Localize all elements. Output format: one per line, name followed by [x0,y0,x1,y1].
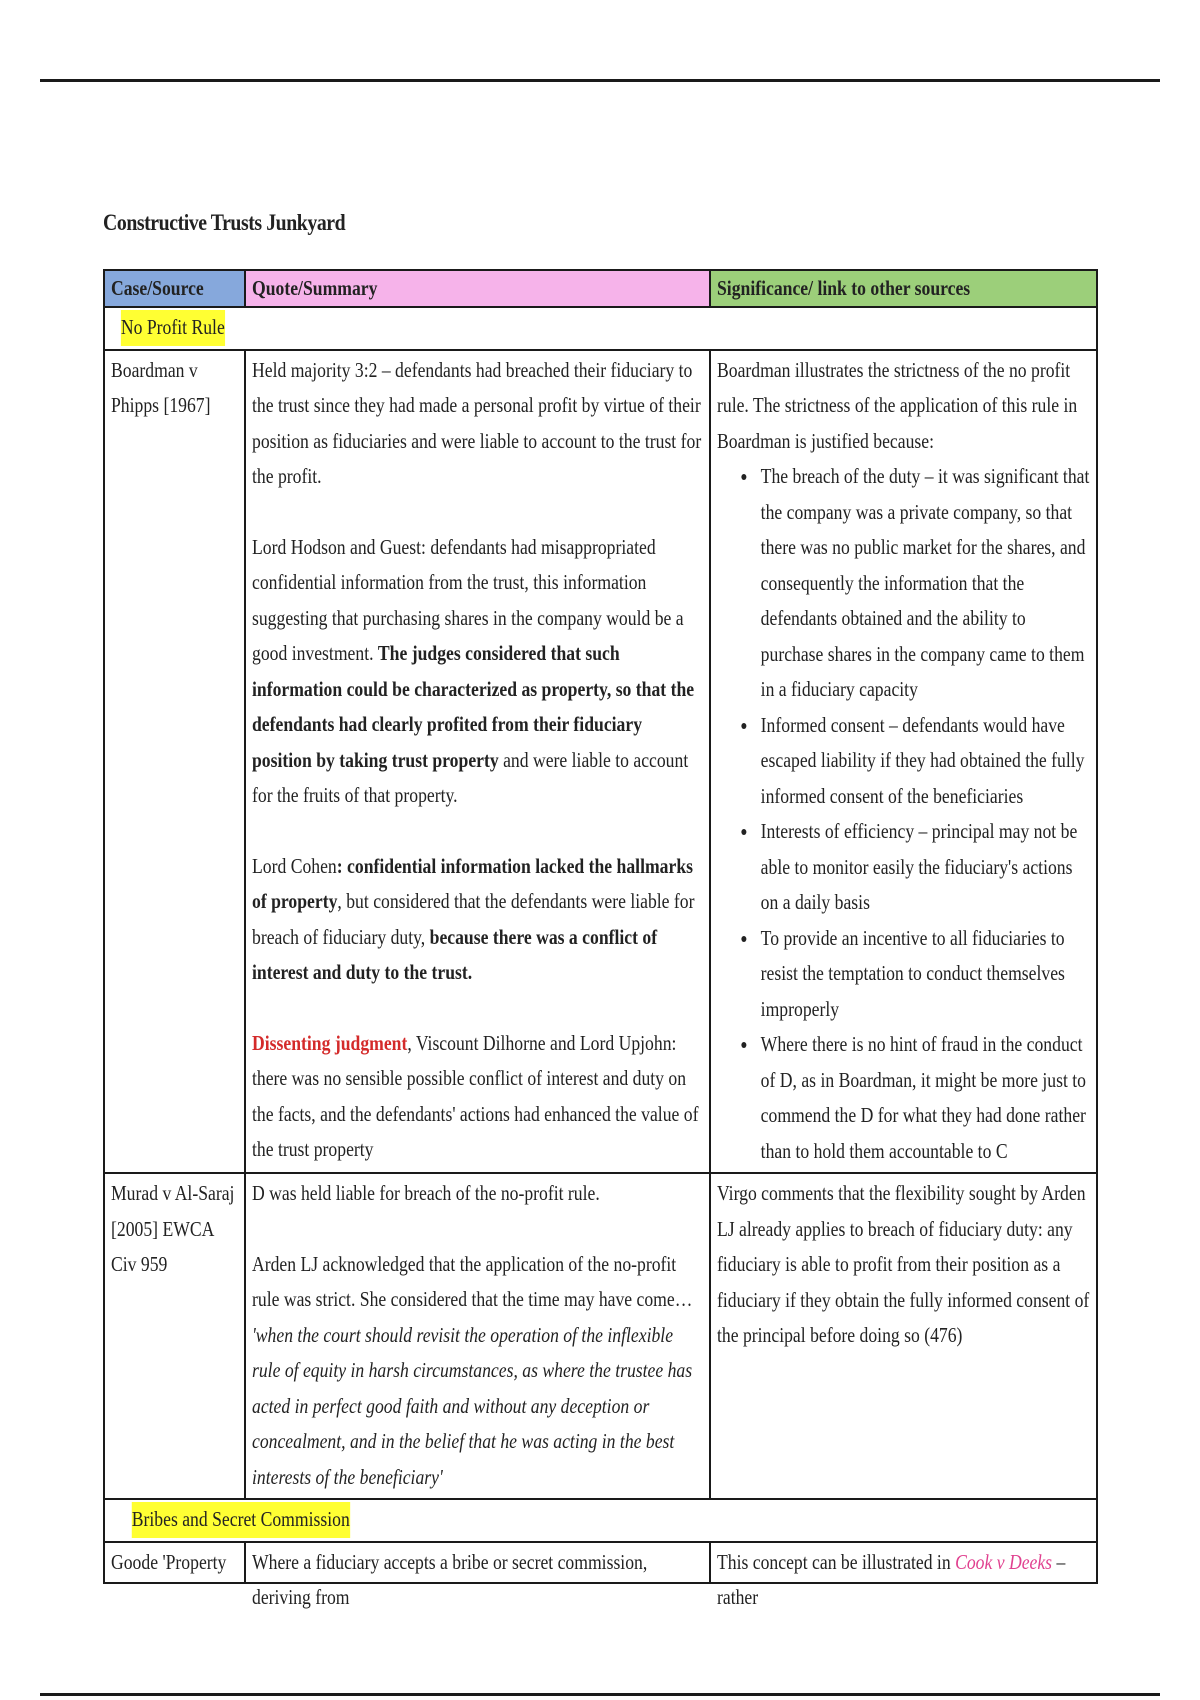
list-item: • Interests of efficiency – principal may not be able to monitor easily the fiduciary's actions on a daily basis [757,814,1090,921]
quote-cell [245,350,710,1174]
quote-cell [245,1173,710,1499]
case-cell: Murad v Al-Saraj [2005] EWCA Civ 959 [104,1173,245,1499]
table-row [104,1173,1097,1499]
significance-text: Virgo comments that the flexibility sought by Arden LJ already applies to breach of fiduciary duty: any fiduciary is able to profit from their position as a fiduciary if they obtain the fully informed consent of the principal before doing so (476) [717,1181,1090,1347]
top-rule [40,79,1160,82]
quote-paragraph: Arden LJ acknowledged that the application of the no-profit rule was strict. She considered that the time may have come… [252,1251,693,1311]
quote-paragraph: D was held liable for breach of the no-profit rule. [252,1181,600,1205]
header-quote-summary: Quote/Summary [245,270,710,307]
quote-paragraph: Held majority 3:2 – defendants had breached their fiduciary to the trust since they had made a personal profit by virtue of their position as fiduciaries and were liable to account to the trust for the profit. [252,357,702,488]
document-title: Constructive Trusts Junkyard [103,210,346,235]
list-item: • To provide an incentive to all fiduciaries to resist the temptation to conduct themselves improperly [757,921,1090,1028]
quote-paragraph: Lord Cohen: confidential information lacked the hallmarks of property, but considered that the defendants were liable for breach of fiduciary duty, because there was a conflict of interest and duty to the trust. [252,853,695,984]
significance-list [717,459,1090,1169]
table-header-row [104,270,1097,307]
significance-cell: This concept can be illustrated in Cook v Deeks – rather [710,1542,1097,1583]
quote-paragraph: Dissenting judgment, Viscount Dilhorne and Lord Upjohn: there was no sensible possible conflict of interest and duty on the facts, and the defendants' actions had enhanced the value of the trust property [252,1030,699,1161]
significance-intro: Boardman illustrates the strictness of the no profit rule. The strictness of the application of this rule in Boardman is justified because: [717,357,1078,453]
header-significance: Significance/ link to other sources [710,270,1097,307]
list-item: • The breach of the duty – it was significant that the company was a private company, so that there was no public market for the shares, and consequently the information that the defendants obtained and the ability to purchase shares in the company came to them in a fiduciary capacity [757,459,1090,708]
list-item: • Informed consent – defendants would have escaped liability if they had obtained the fully informed consent of the beneficiaries [757,708,1090,815]
list-item: • Where there is no hint of fraud in the conduct of D, as in Boardman, it might be more just to commend the D for what they had done rather than to hold them accountable to C [757,1027,1090,1169]
case-link-cook-v-deeks: Cook v Deeks [955,1549,1053,1574]
bottom-rule [40,1693,1160,1696]
significance-cell [710,1173,1097,1499]
case-cell: Goode 'Property [104,1542,245,1583]
header-case-source: Case/Source [104,270,245,307]
section-row-bribes [104,1499,1097,1542]
table-row [104,350,1097,1174]
section-label: Bribes and Secret Commission [104,1499,1097,1542]
dissent-label: Dissenting judgment [252,1030,408,1055]
significance-cell [710,350,1097,1174]
case-cell: Boardman v Phipps [1967] [104,350,245,1174]
quote-paragraph: Lord Hodson and Guest: defendants had misappropriated confidential information from the trust, this information suggesting that purchasing shares in the company would be a good investment. The judges considered that such information could be characterized as property, so that the defendants had clearly profited from their fiduciary position by taking trust property and were liable to account for the fruits of that property. [252,534,695,807]
section-row-no-profit-rule [104,307,1097,350]
case-table [103,269,1098,1609]
section-label: No Profit Rule [104,307,1097,350]
quote-italic: 'when the court should revisit the operation of the inflexible rule of equity in harsh circumstances, as where the trustee has acted in perfect good faith and without any deception or concealment, and in the belief that he was acting in the best interests of the beneficiary' [252,1322,693,1489]
table-row [104,1542,1097,1583]
quote-cell: Where a fiduciary accepts a bribe or secret commission, deriving from [245,1542,710,1583]
